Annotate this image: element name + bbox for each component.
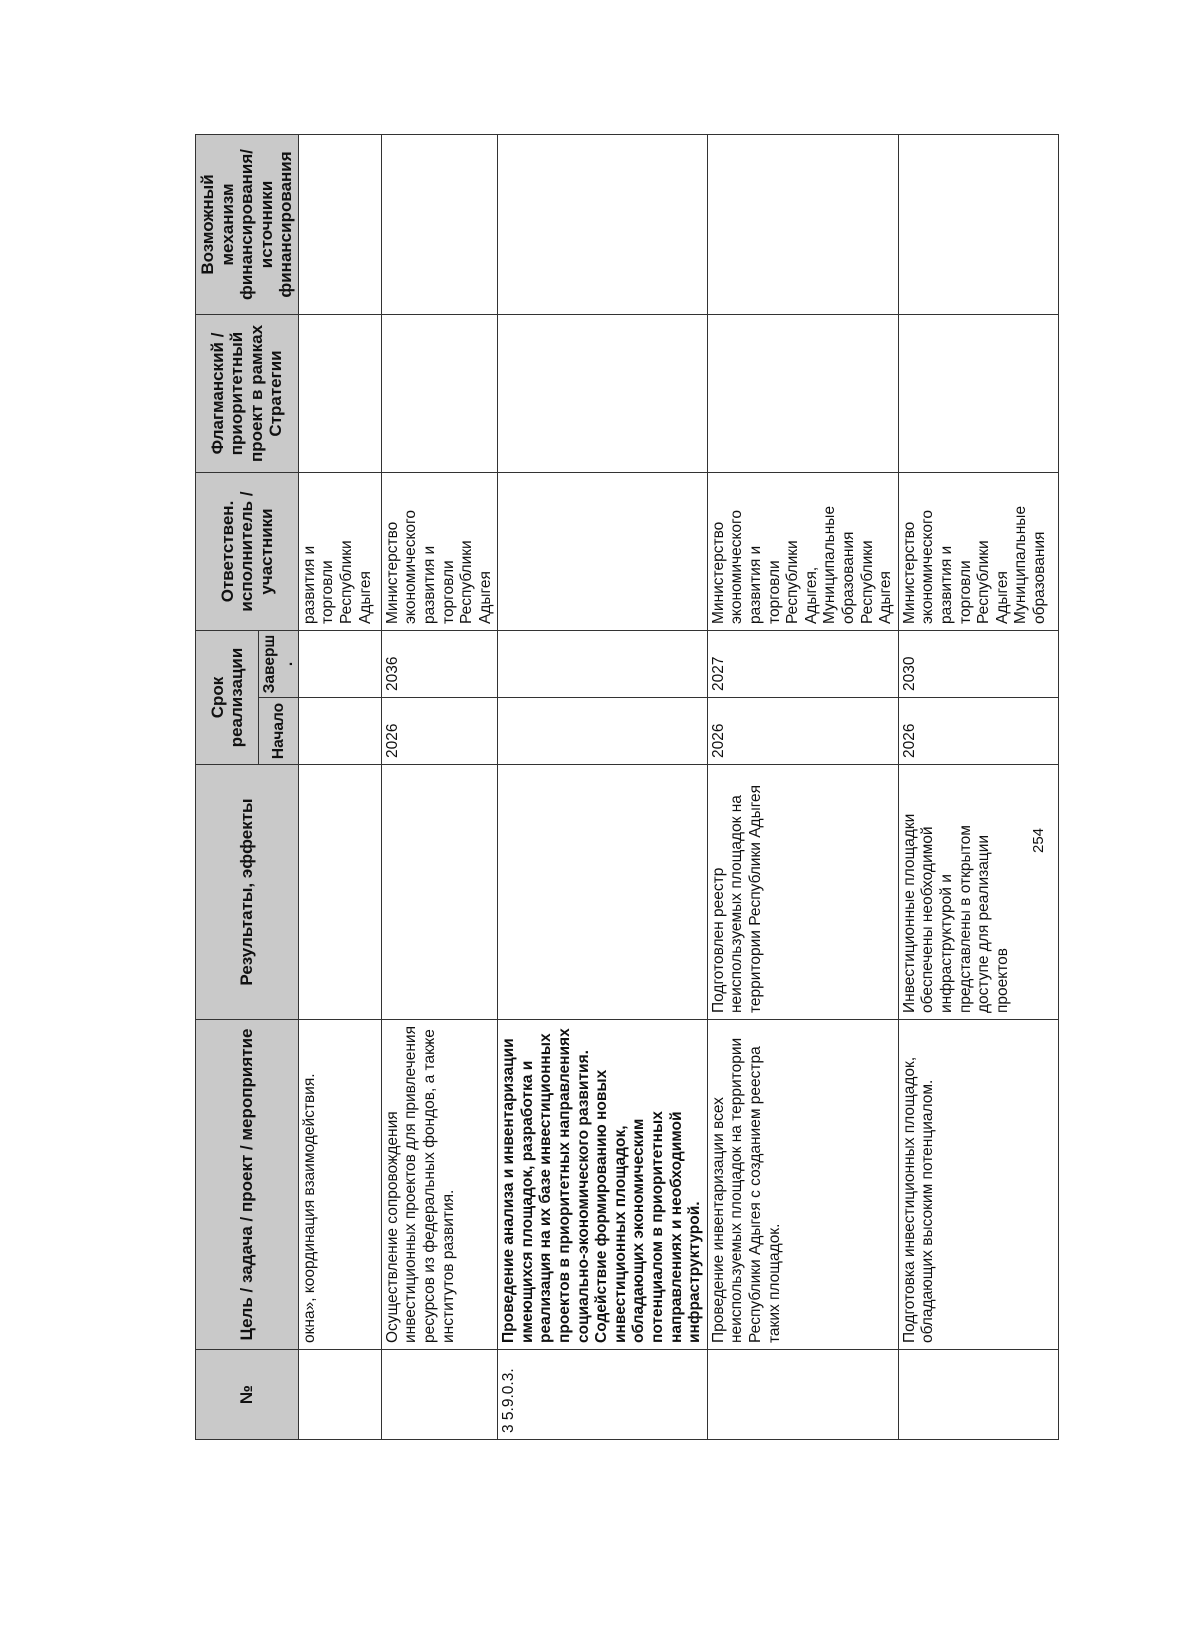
- row-end: 2030: [898, 630, 1058, 697]
- table-row: [298, 134, 381, 1439]
- row-flagship: [298, 314, 381, 472]
- rotated-table-container: [195, 135, 1050, 1440]
- row-results: [298, 765, 381, 1020]
- row-start: 2026: [381, 698, 498, 765]
- row-start: [498, 698, 708, 765]
- header-goal: Цель / задача / проект / мероприятие: [196, 1020, 299, 1350]
- row-number: [381, 1350, 498, 1440]
- table-row: [498, 134, 708, 1439]
- header-start: Начало: [259, 698, 298, 765]
- strategy-table: [195, 134, 1059, 1440]
- row-results: [381, 765, 498, 1020]
- header-results: Результаты, эффекты: [196, 765, 299, 1020]
- header-period: Срок реализации: [196, 630, 259, 764]
- header-financing: Возможный механизм финансирования/ источники финансирования: [196, 134, 299, 314]
- header-flagship: Флагманский / приоритетный проект в рамках Стратегии: [196, 314, 299, 472]
- row-flagship: [498, 314, 708, 472]
- page-number: 254: [1030, 827, 1047, 853]
- row-financing: [707, 134, 898, 314]
- row-financing: [298, 134, 381, 314]
- row-goal: окна», координация взаимодействия.: [298, 1020, 381, 1350]
- row-goal: Осуществление сопровождения инвестиционных проектов для привлечения ресурсов из федеральных фондов, а также институтов развития.: [381, 1020, 498, 1350]
- row-end: 2036: [381, 630, 498, 697]
- row-financing: [898, 134, 1058, 314]
- row-financing: [498, 134, 708, 314]
- table-row: [381, 134, 498, 1439]
- row-flagship: [898, 314, 1058, 472]
- header-number: №: [196, 1350, 299, 1440]
- row-number: [707, 1350, 898, 1440]
- row-flagship: [381, 314, 498, 472]
- row-end: 2027: [707, 630, 898, 697]
- row-goal: Подготовка инвестиционных площадок, обладающих высоким потенциалом.: [898, 1020, 1058, 1350]
- row-results: Инвестиционные площадки обеспечены необходимой инфраструктурой и представлены в открытом доступе для реализации проектов: [898, 765, 1058, 1020]
- row-responsible: [498, 472, 708, 630]
- row-responsible: развития и торговли Республики Адыгея: [298, 472, 381, 630]
- row-results: Подготовлен реестр неиспользуемых площадок на территории Республики Адыгея: [707, 765, 898, 1020]
- row-number: 3 5.9.0.3.: [498, 1350, 708, 1440]
- row-number: [298, 1350, 381, 1440]
- table-row: [707, 134, 898, 1439]
- row-responsible: Министерство экономического развития и торговли Республики Адыгея, Муниципальные образования Республики Адыгея: [707, 472, 898, 630]
- row-start: 2026: [707, 698, 898, 765]
- row-goal: Проведение анализа и инвентаризации имеющихся площадок, разработка и реализация на их базе инвестиционных проектов в приоритетных направлениях социально-экономического развития. Содействие формированию новых инвестиционных площадок, обладающих экономическим потенциалом в приоритетных направлениях и необходимой инфраструктурой.: [498, 1020, 708, 1350]
- header-end: Заверш.: [259, 630, 298, 697]
- row-end: [298, 630, 381, 697]
- header-responsible: Ответствен. исполнитель / участники: [196, 472, 299, 630]
- table-header: [196, 134, 299, 1439]
- row-financing: [381, 134, 498, 314]
- row-number: [898, 1350, 1058, 1440]
- row-flagship: [707, 314, 898, 472]
- row-responsible: Министерство экономического развития и торговли Республики Адыгея: [381, 472, 498, 630]
- table-row: [898, 134, 1058, 1439]
- row-start: [298, 698, 381, 765]
- row-start: 2026: [898, 698, 1058, 765]
- row-goal: Проведение инвентаризации всех неиспользуемых площадок на территории Республики Адыгея с созданием реестра таких площадок.: [707, 1020, 898, 1350]
- row-end: [498, 630, 708, 697]
- row-results: [498, 765, 708, 1020]
- row-responsible: Министерство экономического развития и торговли Республики Адыгея Муниципальные образования: [898, 472, 1058, 630]
